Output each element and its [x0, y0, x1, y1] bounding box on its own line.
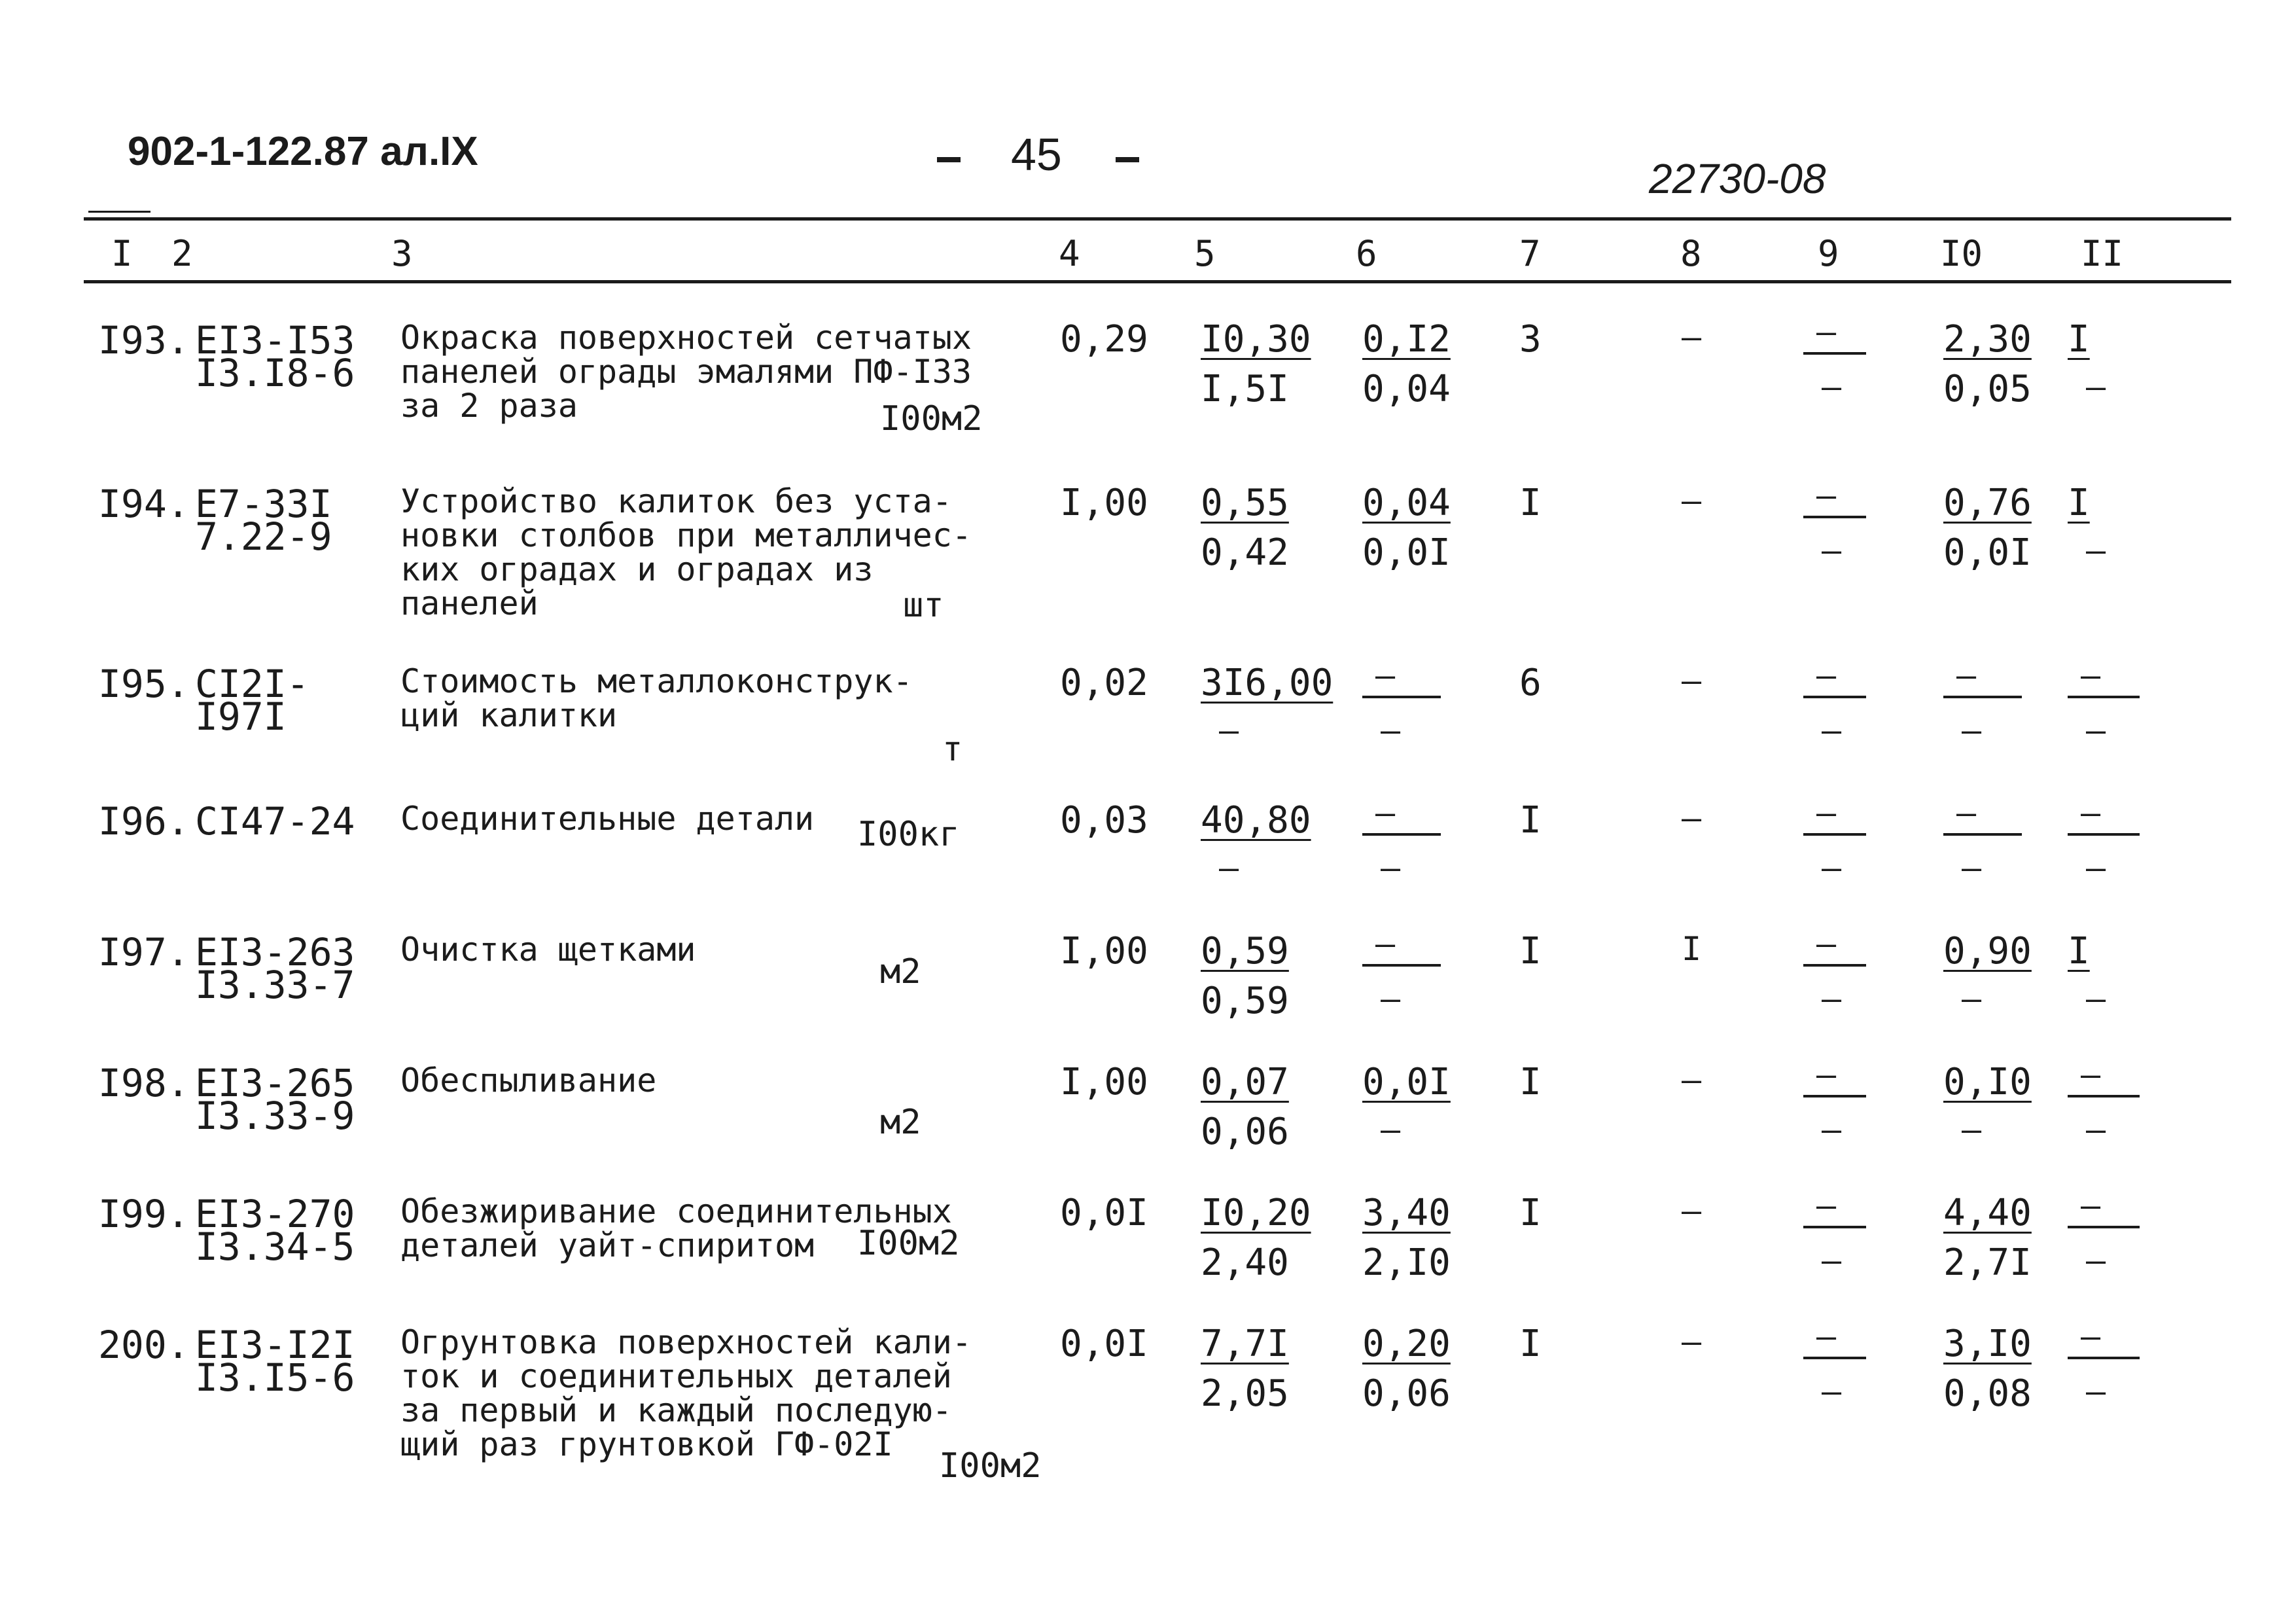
cell-c6-top: – — [1375, 794, 1396, 832]
cell-c10-top: 0,76 — [1943, 482, 2032, 524]
column-header-7: 7 — [1519, 233, 1541, 274]
cell-col7: I — [1519, 1061, 1542, 1103]
cell-c6-bottom: 0,04 — [1362, 368, 1451, 410]
fraction-line — [1362, 696, 1441, 698]
cell-c10-bottom: – — [1962, 980, 1982, 1018]
cell-c10-bottom: 0,05 — [1943, 368, 2032, 410]
cell-c11-bottom: – — [2086, 1111, 2106, 1149]
row-description: Окраска поверхностей сетчатых панелей ограды эмалями ПФ-I33 за 2 раза — [400, 319, 972, 425]
cell-col7: I — [1519, 799, 1542, 842]
cell-c10-bottom: – — [1962, 1111, 1982, 1149]
cell-c11-top: I — [2068, 482, 2090, 524]
row-number: I98. — [98, 1061, 190, 1105]
row-unit: I00м2 — [880, 399, 983, 438]
column-header-4: 4 — [1059, 233, 1080, 274]
cell-c11-bottom: – — [2086, 368, 2106, 406]
cell-col8: – — [1682, 799, 1702, 837]
fraction-line — [2068, 1226, 2140, 1228]
row-code-secondary: I3.33-7 — [195, 963, 355, 1007]
row-code: EI3-265 — [195, 1061, 355, 1105]
cell-c5-bottom: – — [1219, 849, 1239, 887]
cell-c11-top: – — [2081, 1317, 2101, 1355]
row-unit: т — [942, 730, 963, 769]
row-code: EI3-263 — [195, 930, 355, 974]
cell-c10-top: 3,I0 — [1943, 1323, 2032, 1365]
page-number: 45 — [1011, 129, 1062, 180]
table-header-rule — [84, 280, 2231, 283]
cell-c9-bottom: – — [1822, 849, 1842, 887]
row-number: I95. — [98, 662, 190, 706]
page-number-dash-left — [937, 157, 961, 162]
column-header-8: 8 — [1680, 233, 1702, 274]
cell-c9-top: – — [1816, 1186, 1837, 1224]
cell-c11-top: – — [2081, 794, 2101, 832]
fraction-line — [1803, 516, 1866, 518]
row-description: Устройство калиток без уста- новки столбов при металличес- ких оградах и оградах из панелей — [400, 482, 972, 622]
cell-col7: 6 — [1519, 662, 1542, 704]
cell-c11-top: – — [2081, 1186, 2101, 1224]
fraction-line — [2068, 696, 2140, 698]
cell-c6-top: – — [1375, 656, 1396, 694]
cell-c6-bottom: 0,06 — [1362, 1372, 1451, 1415]
cell-c6-bottom: 2,I0 — [1362, 1241, 1451, 1284]
cell-c9-top: – — [1816, 794, 1837, 832]
row-unit: I00м2 — [939, 1446, 1042, 1486]
column-header-11: II — [2081, 233, 2124, 274]
cell-c6-bottom: – — [1381, 1111, 1401, 1149]
fraction-line — [1943, 696, 2022, 698]
sheet-code: 22730-08 — [1649, 155, 1826, 202]
cell-c11-bottom: – — [2086, 980, 2106, 1018]
fraction-line — [1803, 1357, 1866, 1359]
row-number: I97. — [98, 930, 190, 974]
cell-c6-top: 0,20 — [1362, 1323, 1451, 1365]
row-unit: шт — [903, 586, 944, 625]
cell-c10-bottom: 0,0I — [1943, 531, 2032, 574]
cell-col4: 0,0I — [1060, 1192, 1148, 1234]
cell-c10-top: 4,40 — [1943, 1192, 2032, 1234]
cell-c9-top: – — [1816, 313, 1837, 351]
header-short-rule — [88, 211, 150, 213]
cell-c9-top: – — [1816, 656, 1837, 694]
cell-c11-bottom: – — [2086, 531, 2106, 569]
cell-col8: – — [1682, 1323, 1702, 1361]
cell-col8: – — [1682, 1192, 1702, 1230]
row-code-secondary: 7.22-9 — [195, 514, 332, 559]
cell-c5-bottom: 0,59 — [1201, 980, 1289, 1022]
column-header-6: 6 — [1356, 233, 1377, 274]
fraction-line — [1803, 833, 1866, 836]
row-code: EI3-I2I — [195, 1323, 355, 1367]
page-number-dash-right — [1116, 157, 1139, 162]
row-number: I99. — [98, 1192, 190, 1236]
cell-c9-bottom: – — [1822, 711, 1842, 749]
cell-c9-top: – — [1816, 925, 1837, 963]
cell-c5-bottom: 0,06 — [1201, 1111, 1289, 1153]
cell-c5-bottom: 2,40 — [1201, 1241, 1289, 1284]
row-unit: I00м2 — [857, 1224, 960, 1263]
row-description: Огрунтовка поверхностей кали- ток и соединительных деталей за первый и каждый последую- щий раз грунтовкой ГФ-02I — [400, 1323, 972, 1463]
cell-c6-top: 0,04 — [1362, 482, 1451, 524]
cell-c11-top: – — [2081, 1056, 2101, 1094]
cell-c5-top: 7,7I — [1201, 1323, 1289, 1365]
cell-c9-bottom: – — [1822, 1111, 1842, 1149]
cell-col7: I — [1519, 930, 1542, 972]
cell-c11-bottom: – — [2086, 1372, 2106, 1410]
row-number: I94. — [98, 482, 190, 526]
fraction-line — [1362, 833, 1441, 836]
row-unit: I00кг — [857, 815, 960, 854]
fraction-line — [1803, 696, 1866, 698]
row-unit: м2 — [880, 952, 921, 991]
table-top-rule — [84, 217, 2231, 221]
fraction-line — [1803, 964, 1866, 967]
cell-col7: I — [1519, 1323, 1542, 1365]
cell-c11-top: I — [2068, 930, 2090, 972]
row-unit: м2 — [880, 1103, 921, 1142]
cell-c9-bottom: – — [1822, 368, 1842, 406]
fraction-line — [2068, 1095, 2140, 1097]
cell-c5-bottom: 0,42 — [1201, 531, 1289, 574]
cell-c10-top: – — [1956, 794, 1977, 832]
cell-c5-top: 0,07 — [1201, 1061, 1289, 1103]
cell-col8: I — [1682, 930, 1702, 968]
cell-c10-bottom: 0,08 — [1943, 1372, 2032, 1415]
cell-c10-bottom: – — [1962, 711, 1982, 749]
row-code-secondary: I97I — [195, 694, 287, 739]
cell-c9-top: – — [1816, 476, 1837, 514]
cell-col8: – — [1682, 318, 1702, 356]
column-header-5: 5 — [1194, 233, 1216, 274]
cell-col4: I,00 — [1060, 482, 1148, 524]
cell-c5-top: 3I6,00 — [1201, 662, 1333, 704]
cell-c11-top: I — [2068, 318, 2090, 361]
cell-c9-bottom: – — [1822, 980, 1842, 1018]
row-code: EI3-270 — [195, 1192, 355, 1236]
cell-c11-bottom: – — [2086, 1241, 2106, 1279]
cell-col4: 0,29 — [1060, 318, 1148, 361]
cell-c6-bottom: – — [1381, 980, 1401, 1018]
cell-c10-top: 0,I0 — [1943, 1061, 2032, 1103]
cell-col7: I — [1519, 1192, 1542, 1234]
row-code-secondary: I3.I8-6 — [195, 351, 355, 395]
cell-c11-bottom: – — [2086, 711, 2106, 749]
row-code: CI2I- — [195, 662, 309, 706]
cell-c5-top: I0,30 — [1201, 318, 1311, 361]
cell-c5-top: 0,59 — [1201, 930, 1289, 972]
row-number: I93. — [98, 318, 190, 363]
cell-c10-top: 0,90 — [1943, 930, 2032, 972]
cell-c6-top: 0,I2 — [1362, 318, 1451, 361]
cell-c5-bottom: 2,05 — [1201, 1372, 1289, 1415]
cell-col4: 0,02 — [1060, 662, 1148, 704]
cell-c6-bottom: – — [1381, 711, 1401, 749]
row-code: EI3-I53 — [195, 318, 355, 363]
cell-c10-bottom: – — [1962, 849, 1982, 887]
cell-c5-top: 0,55 — [1201, 482, 1289, 524]
cell-col7: I — [1519, 482, 1542, 524]
cell-c6-top: 0,0I — [1362, 1061, 1451, 1103]
row-number: 200. — [98, 1323, 190, 1367]
column-header-2: 2 — [171, 233, 193, 274]
fraction-line — [1803, 352, 1866, 355]
column-header-10: I0 — [1940, 233, 1983, 274]
fraction-line — [2068, 833, 2140, 836]
row-description: Стоимость металлоконструк- ций калитки — [400, 662, 913, 734]
cell-c10-top: 2,30 — [1943, 318, 2032, 361]
row-description: Очистка щетками — [400, 931, 696, 969]
cell-c6-bottom: 0,0I — [1362, 531, 1451, 574]
row-description: Соединительные детали — [400, 800, 815, 838]
row-code: CI47-24 — [195, 799, 355, 844]
cell-col8: – — [1682, 482, 1702, 520]
cell-c5-bottom: – — [1219, 711, 1239, 749]
cell-c9-top: – — [1816, 1317, 1837, 1355]
fraction-line — [1803, 1226, 1866, 1228]
column-header-1: I — [111, 233, 133, 274]
cell-c5-bottom: I,5I — [1201, 368, 1289, 410]
cell-col8: – — [1682, 1061, 1702, 1099]
cell-col4: I,00 — [1060, 1061, 1148, 1103]
fraction-line — [1943, 833, 2022, 836]
cell-c5-top: 40,80 — [1201, 799, 1311, 842]
row-code: E7-33I — [195, 482, 332, 526]
cell-col4: 0,03 — [1060, 799, 1148, 842]
cell-col4: I,00 — [1060, 930, 1148, 972]
cell-col8: – — [1682, 662, 1702, 700]
column-header-3: 3 — [391, 233, 413, 274]
cell-c11-top: – — [2081, 656, 2101, 694]
fraction-line — [1803, 1095, 1866, 1097]
row-description: Обезжиривание соединительных деталей уайт-спиритом — [400, 1192, 952, 1264]
fraction-line — [2068, 1357, 2140, 1359]
column-header-9: 9 — [1818, 233, 1839, 274]
row-code-secondary: I3.33-9 — [195, 1094, 355, 1138]
cell-c10-bottom: 2,7I — [1943, 1241, 2032, 1284]
cell-c6-top: 3,40 — [1362, 1192, 1451, 1234]
cell-c9-top: – — [1816, 1056, 1837, 1094]
fraction-line — [1362, 964, 1441, 967]
cell-c9-bottom: – — [1822, 1372, 1842, 1410]
row-code-secondary: I3.34-5 — [195, 1224, 355, 1269]
cell-c6-bottom: – — [1381, 849, 1401, 887]
row-description: Обеспыливание — [400, 1061, 657, 1099]
cell-c11-bottom: – — [2086, 849, 2106, 887]
cell-c6-top: – — [1375, 925, 1396, 963]
cell-c5-top: I0,20 — [1201, 1192, 1311, 1234]
document-code: 902-1-122.87 ал.IX — [128, 129, 478, 174]
cell-col4: 0,0I — [1060, 1323, 1148, 1365]
cell-c9-bottom: – — [1822, 531, 1842, 569]
cell-c10-top: – — [1956, 656, 1977, 694]
row-code-secondary: I3.I5-6 — [195, 1355, 355, 1400]
cell-col7: 3 — [1519, 318, 1542, 361]
row-number: I96. — [98, 799, 190, 844]
cell-c9-bottom: – — [1822, 1241, 1842, 1279]
